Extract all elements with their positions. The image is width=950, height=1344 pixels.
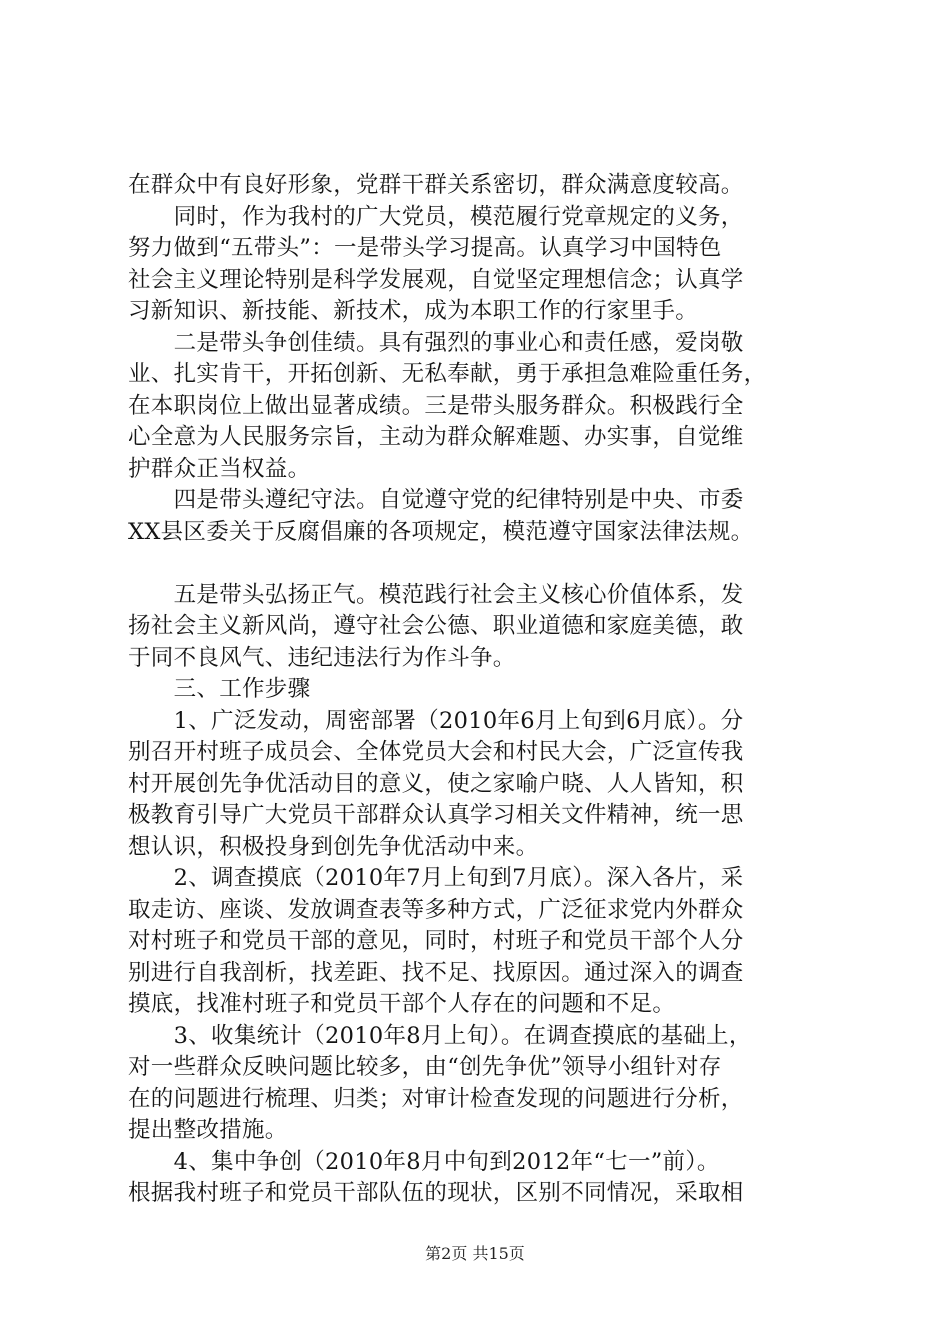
page-number-footer: 第2页 共15页 <box>425 1244 525 1263</box>
text-line: 1、广泛发动，周密部署（2010年6月上旬到6月底）。分 <box>128 707 744 734</box>
text-line: 心全意为人民服务宗旨，主动为群众解难题、办实事，自觉维 <box>128 424 744 450</box>
text-line: 极教育引导广大党员干部群众认真学习相关文件精神，统一思 <box>128 802 744 828</box>
text-line: 业、扎实肯干，开拓创新、无私奉献，勇于承担急难险重任务， <box>128 361 767 387</box>
text-line: 村开展创先争优活动目的意义，使之家喻户晓、人人皆知，积 <box>128 770 744 797</box>
text-line: 想认识，积极投身到创先争优活动中来。 <box>128 833 539 860</box>
text-line: 对村班子和党员干部的意见，同时，村班子和党员干部个人分 <box>128 928 744 954</box>
text-line: 提出整改措施。 <box>128 1117 288 1143</box>
text-line: 3、收集统计（2010年8月上旬）。在调查摸底的基础上， <box>128 1022 752 1049</box>
document-body <box>128 170 828 1210</box>
text-line: 根据我村班子和党员干部队伍的现状，区别不同情况，采取相 <box>128 1180 744 1206</box>
text-line: 在群众中有良好形象，党群干群关系密切，群众满意度较高。 <box>128 172 744 198</box>
text-line: 四是带头遵纪守法。自觉遵守党的纪律特别是中央、市委 <box>128 487 744 513</box>
blank-line <box>128 548 828 580</box>
text-line: 护群众正当权益。 <box>128 455 311 482</box>
text-line: 于同不良风气、违纪违法行为作斗争。 <box>128 644 516 671</box>
text-line: 对一些群众反映问题比较多，由“创先争优”领导小组针对存 <box>128 1054 722 1080</box>
text-line: 扬社会主义新风尚，遵守社会公德、职业道德和家庭美德，敢 <box>128 613 744 639</box>
text-line: 4、集中争创（2010年8月中旬到2012年“七一”前）。 <box>128 1148 720 1175</box>
text-line: 摸底，找准村班子和党员干部个人存在的问题和不足。 <box>128 991 676 1017</box>
text-line: 五是带头弘扬正气。模范践行社会主义核心价值体系，发 <box>128 581 744 608</box>
text-line: 2、调查摸底（2010年7月上旬到7月底）。深入各片，采 <box>128 865 744 891</box>
text-line: 同时，作为我村的广大党员，模范履行党章规定的义务， <box>128 203 744 230</box>
text-line: 取走访、座谈、发放调查表等多种方式，广泛征求党内外群众 <box>128 896 744 923</box>
text-line: 二是带头争创佳绩。具有强烈的事业心和责任感，爱岗敬 <box>128 329 744 356</box>
text-line: 努力做到“五带头”：一是带头学习提高。认真学习中国特色 <box>128 235 722 261</box>
text-line: 在本职岗位上做出显著成绩。三是带头服务群众。积极践行全 <box>128 392 744 419</box>
text-line: 在的问题进行梳理、归类；对审计检查发现的问题进行分析， <box>128 1085 744 1112</box>
text-line: XX县区委关于反腐倡廉的各项规定，模范遵守国家法律法规。 <box>128 518 754 545</box>
text-line: 习新知识、新技能、新技术，成为本职工作的行家里手。 <box>128 298 699 324</box>
text-line: 别召开村班子成员会、全体党员大会和村民大会，广泛宣传我 <box>128 739 744 765</box>
text-line: 社会主义理论特别是科学发展观，自觉坚定理想信念；认真学 <box>128 266 744 293</box>
text-line: 别进行自我剖析，找差距、找不足、找原因。通过深入的调查 <box>128 959 744 986</box>
section-heading: 三、工作步骤 <box>128 676 311 702</box>
